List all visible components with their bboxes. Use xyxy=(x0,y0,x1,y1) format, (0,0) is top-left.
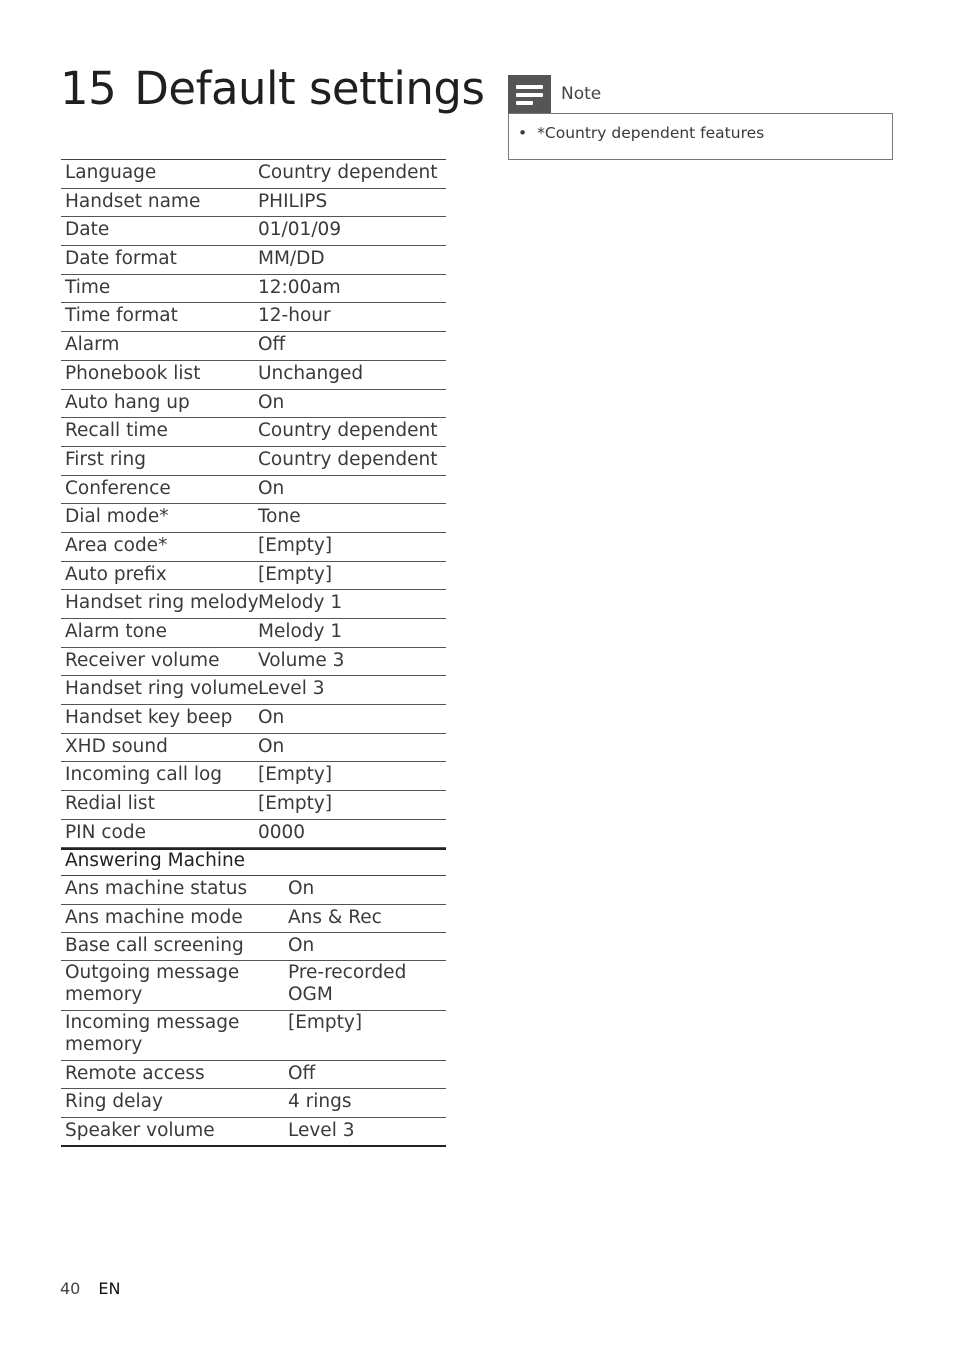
table-row xyxy=(61,1117,446,1146)
table-row xyxy=(61,1011,446,1061)
table-row xyxy=(61,1089,446,1117)
page-title xyxy=(60,62,484,115)
setting-name: Phonebook list xyxy=(61,360,254,389)
setting-value: Country dependent xyxy=(254,160,446,189)
setting-name: Remote access xyxy=(61,1061,284,1089)
setting-name: Handset key beep xyxy=(61,705,254,734)
chapter-number: 15 xyxy=(60,62,117,115)
setting-value: [Empty] xyxy=(254,762,446,791)
setting-name: Auto hang up xyxy=(61,389,254,418)
note-icon xyxy=(508,75,551,114)
setting-value: 12-hour xyxy=(254,303,446,332)
setting-value: Off xyxy=(284,1061,446,1089)
table-row xyxy=(61,590,446,619)
setting-name: Base call screening xyxy=(61,932,284,960)
table-row xyxy=(61,360,446,389)
setting-value: Volume 3 xyxy=(254,647,446,676)
setting-name: Handset ring volume xyxy=(61,676,254,705)
setting-name: First ring xyxy=(61,446,254,475)
note-text: *Country dependent features xyxy=(537,124,765,142)
setting-value: Melody 1 xyxy=(254,619,446,648)
language-code: EN xyxy=(98,1279,121,1298)
setting-value: Country dependent xyxy=(254,418,446,447)
setting-name: Speaker volume xyxy=(61,1117,284,1146)
note-item xyxy=(518,124,764,142)
table-row xyxy=(61,303,446,332)
table-row xyxy=(61,647,446,676)
table-row xyxy=(61,561,446,590)
setting-value: On xyxy=(254,705,446,734)
default-settings-table xyxy=(61,159,446,850)
setting-value: PHILIPS xyxy=(254,188,446,217)
setting-name: PIN code xyxy=(61,819,254,848)
setting-value: Pre-recorded OGM xyxy=(284,961,446,1011)
table-row xyxy=(61,246,446,275)
setting-name: Area code* xyxy=(61,532,254,561)
setting-value: On xyxy=(254,389,446,418)
setting-name: Dial mode* xyxy=(61,504,254,533)
table-row xyxy=(61,188,446,217)
setting-value: Ans & Rec xyxy=(284,904,446,932)
answering-machine-table xyxy=(61,847,446,1147)
setting-name: Alarm tone xyxy=(61,619,254,648)
setting-name: XHD sound xyxy=(61,733,254,762)
table-row xyxy=(61,475,446,504)
setting-name: Conference xyxy=(61,475,254,504)
table-row xyxy=(61,160,446,189)
table-row xyxy=(61,705,446,734)
setting-name: Time xyxy=(61,274,254,303)
setting-value: MM/DD xyxy=(254,246,446,275)
setting-value: 0000 xyxy=(254,819,446,848)
table-row xyxy=(61,446,446,475)
setting-name: Incoming message memory xyxy=(61,1011,284,1061)
setting-name: Time format xyxy=(61,303,254,332)
setting-name: Recall time xyxy=(61,418,254,447)
setting-value: Melody 1 xyxy=(254,590,446,619)
table-row xyxy=(61,418,446,447)
table-row xyxy=(61,274,446,303)
setting-value: [Empty] xyxy=(254,532,446,561)
setting-name: Ans machine mode xyxy=(61,904,284,932)
table-row xyxy=(61,791,446,820)
setting-name: Date xyxy=(61,217,254,246)
table-row xyxy=(61,932,446,960)
table-row xyxy=(61,819,446,848)
bullet: • xyxy=(518,124,528,142)
setting-value: On xyxy=(284,876,446,904)
setting-value: Level 3 xyxy=(284,1117,446,1146)
table-header-row xyxy=(61,848,446,876)
table-row xyxy=(61,332,446,361)
table-row xyxy=(61,217,446,246)
setting-name: Handset ring melody xyxy=(61,590,254,619)
setting-value: [Empty] xyxy=(284,1011,446,1061)
setting-name: Ring delay xyxy=(61,1089,284,1117)
setting-value: On xyxy=(284,932,446,960)
setting-value: Level 3 xyxy=(254,676,446,705)
table-row xyxy=(61,876,446,904)
table-row xyxy=(61,389,446,418)
page-number: 40 xyxy=(60,1279,81,1298)
setting-name: Ans machine status xyxy=(61,876,284,904)
setting-value: On xyxy=(254,733,446,762)
setting-value: [Empty] xyxy=(254,791,446,820)
table-row xyxy=(61,961,446,1011)
setting-value: 4 rings xyxy=(284,1089,446,1117)
setting-value: Tone xyxy=(254,504,446,533)
setting-name: Date format xyxy=(61,246,254,275)
setting-value: 12:00am xyxy=(254,274,446,303)
setting-name: Handset name xyxy=(61,188,254,217)
setting-value: Unchanged xyxy=(254,360,446,389)
setting-value: Off xyxy=(254,332,446,361)
note-label: Note xyxy=(561,84,602,104)
setting-value: 01/01/09 xyxy=(254,217,446,246)
table-row xyxy=(61,1061,446,1089)
setting-name: Alarm xyxy=(61,332,254,361)
table-row xyxy=(61,904,446,932)
setting-name: Incoming call log xyxy=(61,762,254,791)
table-row xyxy=(61,676,446,705)
setting-value: [Empty] xyxy=(254,561,446,590)
setting-value: Country dependent xyxy=(254,446,446,475)
table-row xyxy=(61,532,446,561)
setting-name: Receiver volume xyxy=(61,647,254,676)
chapter-title: Default settings xyxy=(134,62,485,115)
setting-name: Auto prefix xyxy=(61,561,254,590)
table-row xyxy=(61,762,446,791)
setting-name: Redial list xyxy=(61,791,254,820)
page-footer xyxy=(60,1279,120,1298)
setting-value: On xyxy=(254,475,446,504)
answering-machine-heading: Answering Machine xyxy=(61,848,446,876)
setting-name: Language xyxy=(61,160,254,189)
table-row xyxy=(61,504,446,533)
table-row xyxy=(61,619,446,648)
table-row xyxy=(61,733,446,762)
setting-name: Outgoing message memory xyxy=(61,961,284,1011)
